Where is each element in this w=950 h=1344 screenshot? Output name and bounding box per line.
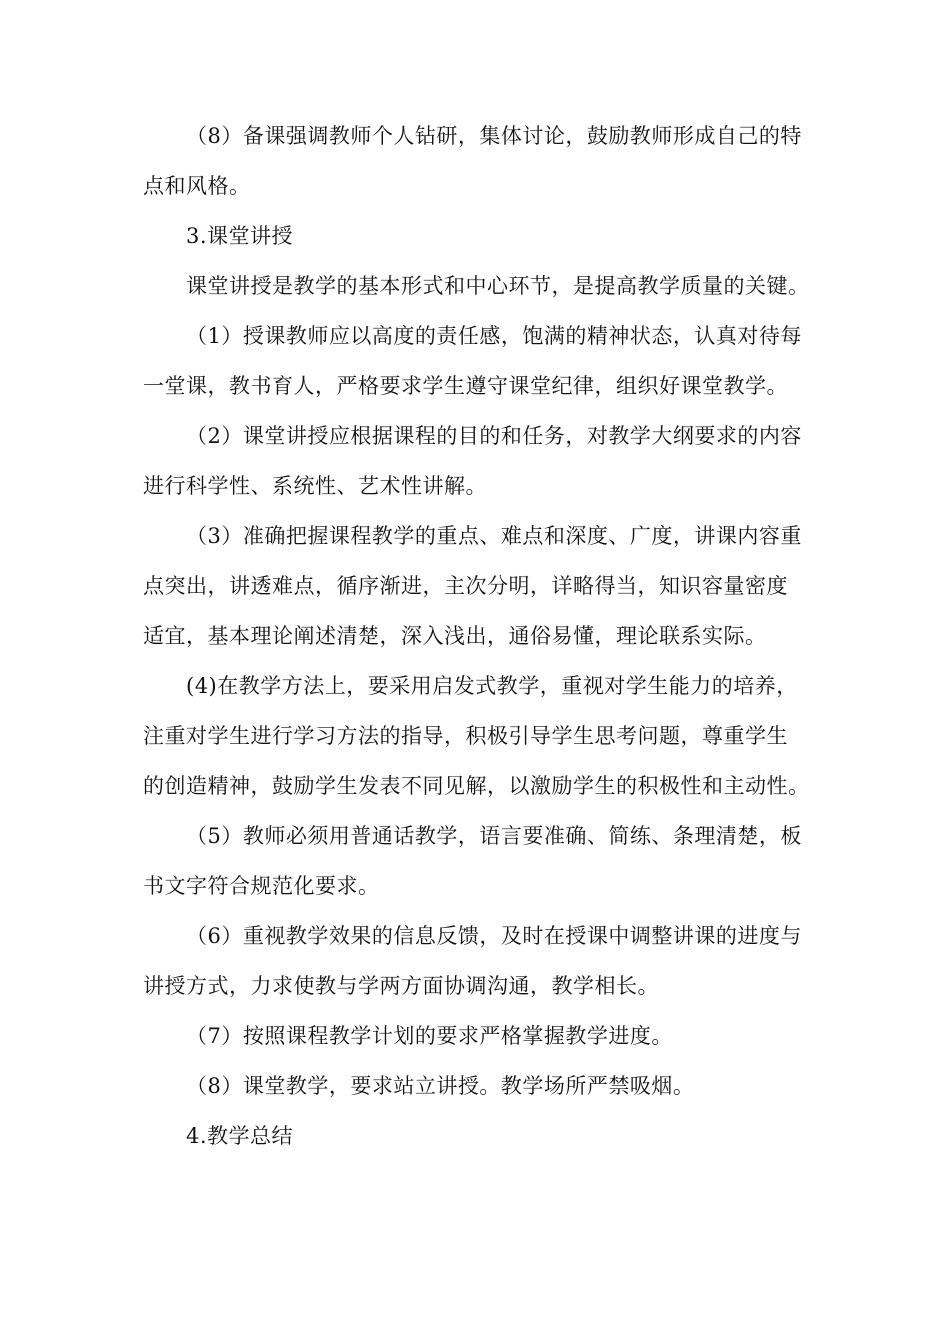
text-line: 讲授方式，力求使教与学两方面协调沟通，教学相长。 [143,974,659,998]
text-line: （3）准确把握课程教学的重点、难点和深度、广度，讲课内容重 [186,524,802,548]
text-line: 书文字符合规范化要求。 [143,874,380,898]
text-line: （1）授课教师应以高度的责任感，饱满的精神状态，认真对待每 [186,324,802,348]
text-line: 一堂课，教书育人，严格要求学生遵守课堂纪律，组织好课堂教学。 [143,374,788,398]
text-line: 的创造精神，鼓励学生发表不同见解，以激励学生的积极性和主动性。 [143,774,810,798]
text-line: （5）教师必须用普通话教学，语言要准确、简练、条理清楚，板 [186,824,802,848]
text-line: （2）课堂讲授应根据课程的目的和任务，对教学大纲要求的内容 [186,424,802,448]
section-heading: 4.教学总结 [186,1124,294,1148]
section-heading: 3.课堂讲授 [186,224,294,248]
text-line: 注重对学生进行学习方法的指导，积极引导学生思考问题，尊重学生 [143,724,788,748]
text-line: （7）按照课程教学计划的要求严格掌握教学进度。 [186,1024,673,1048]
text-line: 点和风格。 [143,174,251,198]
text-line: 适宜，基本理论阐述清楚，深入浅出，通俗易懂，理论联系实际。 [143,624,767,648]
text-line: 点突出，讲透难点，循序渐进，主次分明，详略得当，知识容量密度 [143,574,788,598]
text-line: （6）重视教学效果的信息反馈，及时在授课中调整讲课的进度与 [186,924,802,948]
text-line: 进行科学性、系统性、艺术性讲解。 [143,474,487,498]
text-line: 课堂讲授是教学的基本形式和中心环节，是提高教学质量的关键。 [186,274,810,298]
text-line: （8）课堂教学，要求站立讲授。教学场所严禁吸烟。 [186,1074,695,1098]
text-line: （8）备课强调教师个人钻研，集体讨论，鼓励教师形成自己的特 [186,124,802,148]
text-line: (4)在教学方法上，要采用启发式教学，重视对学生能力的培养， [186,674,798,698]
